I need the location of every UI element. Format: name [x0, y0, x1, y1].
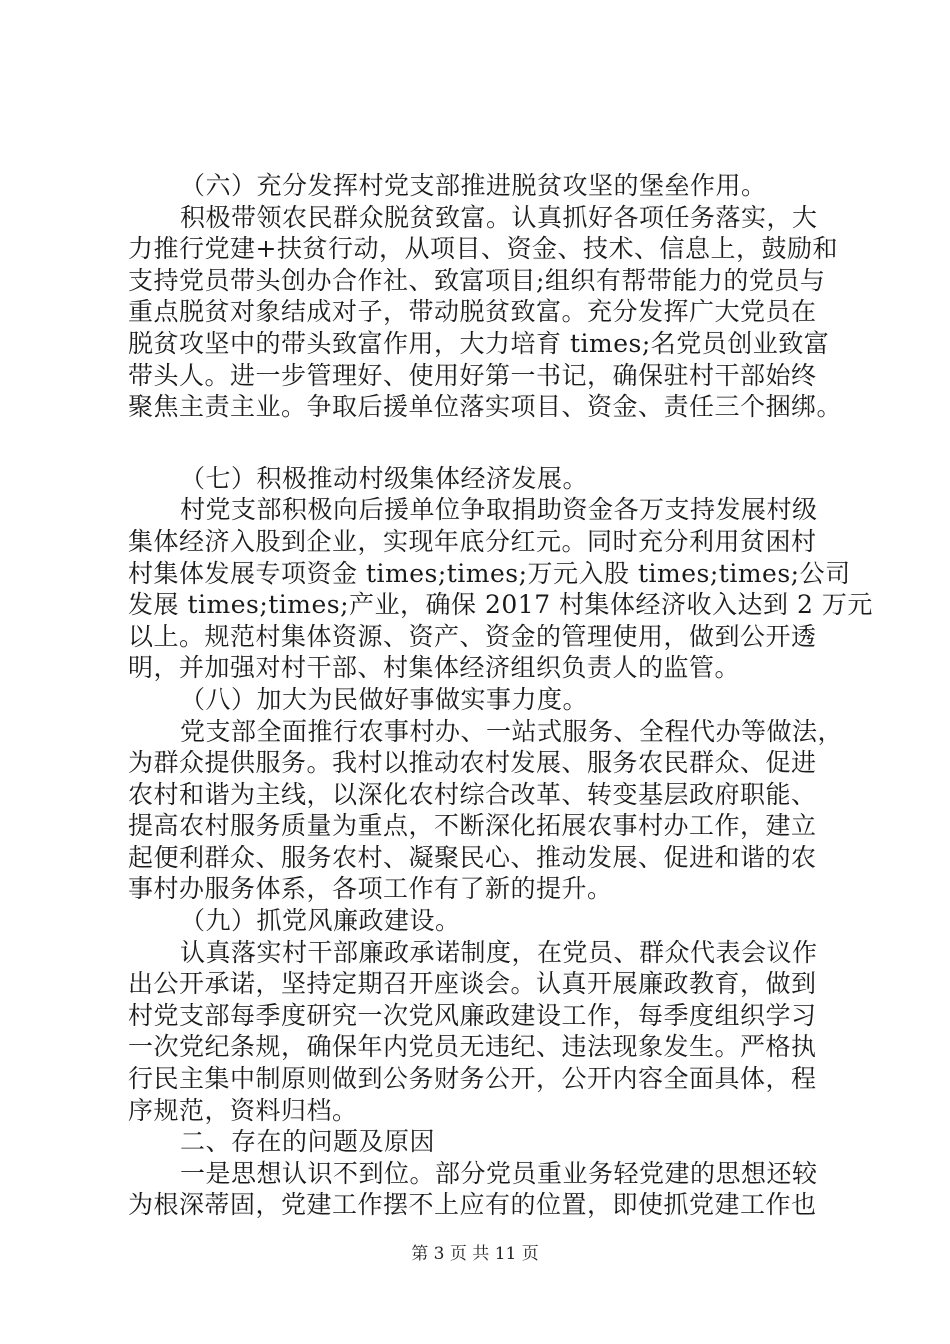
paragraph-line: 带头人。进一步管理好、使用好第一书记，确保驻村干部始终	[128, 360, 817, 390]
paragraph-line: 为根深蒂固，党建工作摆不上应有的位置，即使抓党建工作也	[128, 1190, 817, 1220]
paragraph-line: 集体经济入股到企业，实现年底分红元。同时充分利用贫困村	[128, 526, 817, 556]
paragraph-line: 序规范，资料归档。	[128, 1095, 358, 1125]
paragraph-line: 农村和谐为主线，以深化农村综合改革、转变基层政府职能、	[128, 779, 817, 809]
paragraph-line: 重点脱贫对象结成对子，带动脱贫致富。充分发挥广大党员在	[128, 297, 817, 327]
paragraph-line: 村党支部积极向后援单位争取捐助资金各万支持发展村级	[180, 495, 818, 525]
paragraph-line: 以上。规范村集体资源、资产、资金的管理使用，做到公开透	[128, 621, 817, 651]
document-body	[128, 170, 873, 1221]
section-gap	[128, 423, 850, 463]
paragraph-line: 明，并加强对村干部、村集体经济组织负责人的监管。	[128, 653, 741, 683]
paragraph-line: 力推行党建+扶贫行动，从项目、资金、技术、信息上，鼓励和	[128, 234, 838, 264]
paragraph-line: 脱贫攻坚中的带头致富作用，大力培育 times;名党员创业致富	[128, 328, 830, 358]
section-six	[128, 170, 850, 423]
heading-problems: 二、存在的问题及原因	[180, 1127, 436, 1157]
section-seven-onward	[128, 463, 873, 1221]
paragraph-line: 党支部全面推行农事村办、一站式服务、全程代办等做法，	[180, 716, 844, 746]
heading-nine: （九）抓党风廉政建设。	[180, 906, 461, 936]
paragraph-line: 认真落实村干部廉政承诺制度，在党员、群众代表会议作	[180, 937, 818, 967]
heading-seven: （七）积极推动村级集体经济发展。	[180, 463, 589, 493]
paragraph-line: 起便利群众、服务农村、凝聚民心、推动发展、促进和谐的农	[128, 842, 817, 872]
paragraph-line: 行民主集中制原则做到公务财务公开，公开内容全面具体，程	[128, 1064, 817, 1094]
paragraph-line: 为群众提供服务。我村以推动农村发展、服务农民群众、促进	[128, 748, 817, 778]
paragraph-line: 村党支部每季度研究一次党风廉政建设工作，每季度组织学习	[128, 1000, 817, 1030]
paragraph-line: 支持党员带头创办合作社、致富项目;组织有帮带能力的党员与	[128, 265, 826, 295]
paragraph-line: 聚焦主责主业。争取后援单位落实项目、资金、责任三个捆绑。	[128, 392, 843, 422]
paragraph-line: 提高农村服务质量为重点，不断深化拓展农事村办工作，建立	[128, 811, 817, 841]
heading-six: （六）充分发挥村党支部推进脱贫攻坚的堡垒作用。	[180, 171, 767, 200]
paragraph-line: 一是思想认识不到位。部分党员重业务轻党建的思想还较	[180, 1158, 818, 1188]
paragraph-line: 发展 times;times;产业，确保 2017 村集体经济收入达到 2 万元	[128, 590, 873, 620]
heading-eight: （八）加大为民做好事做实事力度。	[180, 684, 589, 714]
paragraph-line: 村集体发展专项资金 times;times;万元入股 times;times;公司	[128, 558, 851, 588]
page-number-footer: 第 3 页 共 11 页	[411, 1244, 539, 1264]
paragraph-line: 积极带领农民群众脱贫致富。认真抓好各项任务落实，大	[180, 202, 818, 232]
paragraph-line: 事村办服务体系，各项工作有了新的提升。	[128, 874, 613, 904]
paragraph-line: 出公开承诺，坚持定期召开座谈会。认真开展廉政教育，做到	[128, 969, 817, 999]
paragraph-line: 一次党纪条规，确保年内党员无违纪、违法现象发生。严格执	[128, 1032, 817, 1062]
